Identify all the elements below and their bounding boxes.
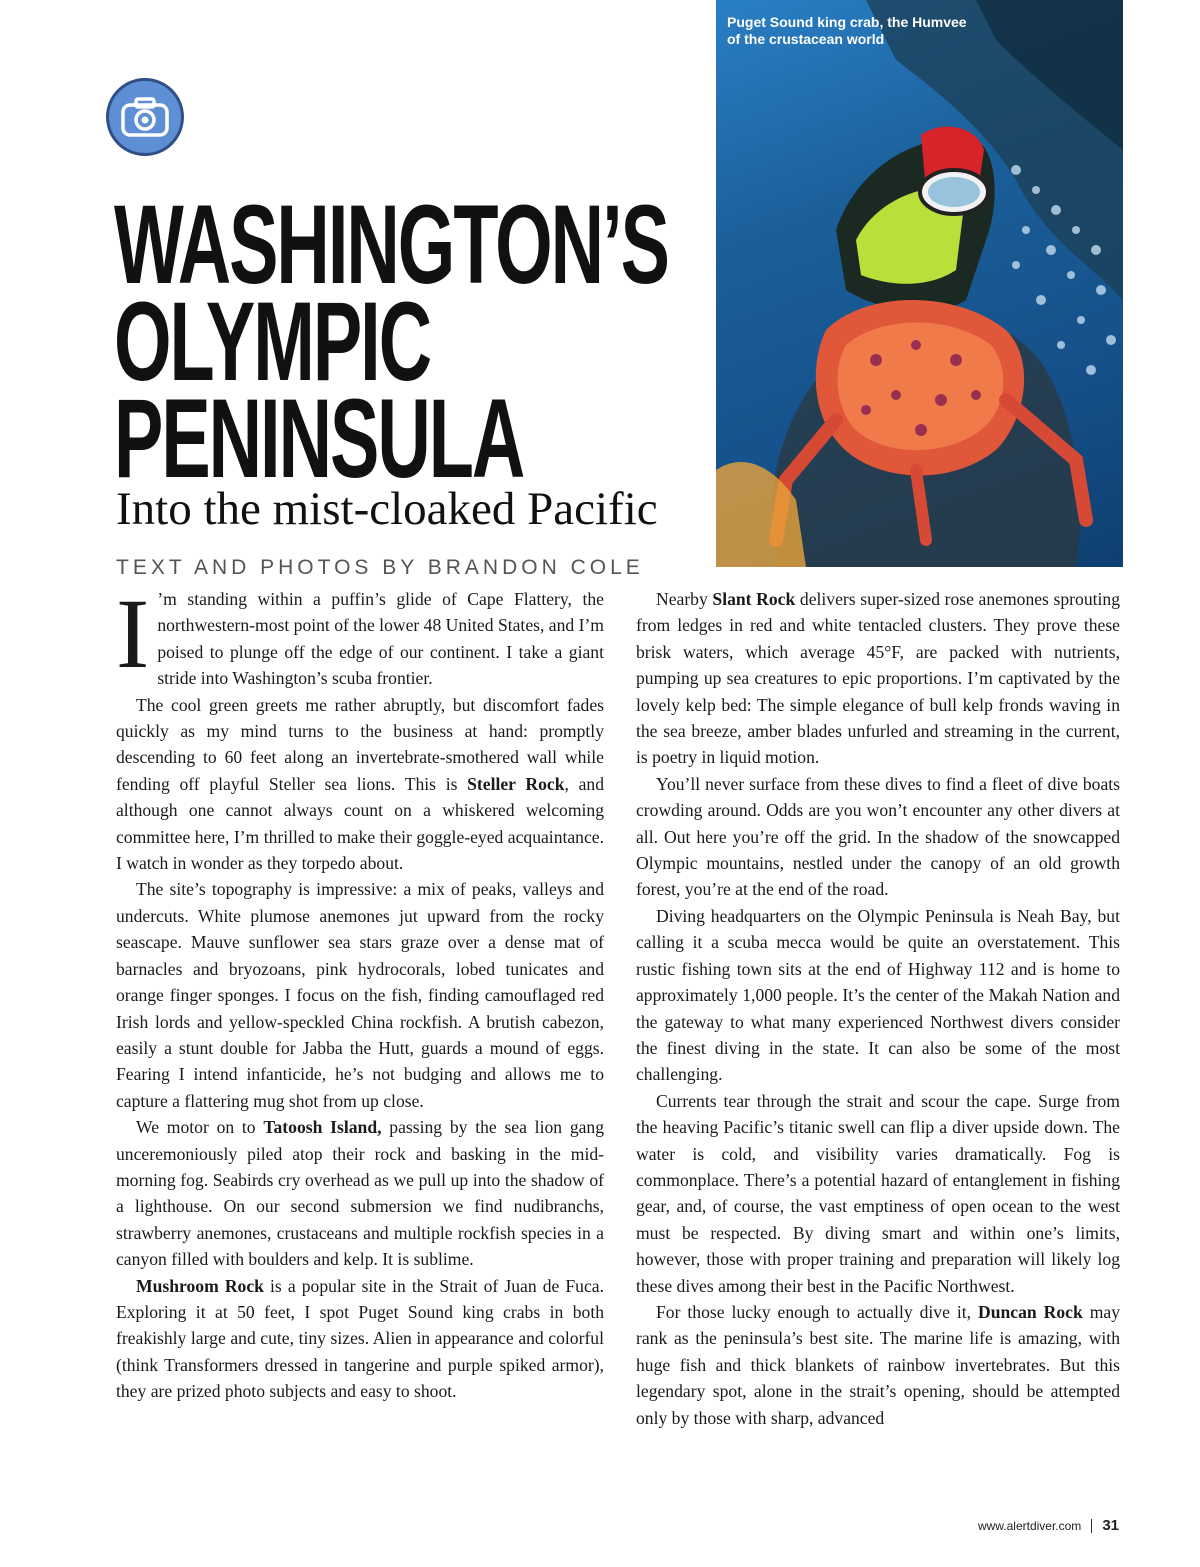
- byline: TEXT AND PHOTOS BY BRANDON COLE: [116, 556, 644, 579]
- site-name-mushroom-rock: Mushroom Rock: [136, 1275, 264, 1296]
- title-line-3: PENINSULA: [114, 376, 524, 501]
- paragraph: [116, 1273, 604, 1405]
- site-name-steller-rock: Steller Rock: [467, 773, 565, 794]
- article-subtitle: Into the mist-cloaked Pacific: [116, 483, 658, 535]
- footer-url[interactable]: www.alertdiver.com: [977, 1518, 1082, 1533]
- paragraph: You’ll never surface from these dives to find a fleet of dive boats crowding around. Odds are you won’t encounter any other divers at all. Out here you’re off the grid. In the shadow of the snowcapped Olympic mountains, nestled under the canopy of an old growth forest, you’re at the end of the road.: [636, 773, 1120, 900]
- body-column-left: [116, 578, 605, 1405]
- page-footer: [978, 1517, 1119, 1534]
- paragraph-text: For those lucky enough to actually dive it,: [656, 1301, 978, 1322]
- drop-cap: I: [116, 578, 150, 689]
- site-name-slant-rock: Slant Rock: [712, 589, 796, 609]
- photo-caption-line-2: of the crustacean world: [727, 31, 885, 47]
- paragraph-text: delivers super-sized rose anemones sprouting from ledges in red and white tentacled clusters. They prove these brisk waters, which average 45°F, are packed with nutrients, pumping up sea creatures to epic proportions. I’m captivated by the lovely kelp bed: The simple elegance of bull kelp fronds waving in the sea breeze, amber blades unfurled and streaming in the current, is poetry in liquid motion.: [636, 589, 1121, 768]
- page-number: 31: [1102, 1517, 1119, 1534]
- hero-photo: [716, 0, 1123, 567]
- diver-crab-illustration: [716, 0, 1123, 567]
- footer-divider: [1091, 1519, 1092, 1533]
- paragraph-text: The cool green greets me rather abruptly, but discomfort fades quickly as my mind turns to the business at hand: promptly descending to 60 feet along an invertebrate-smothered wall while fending off playful Steller sea lions. This is: [116, 694, 604, 794]
- paragraph-text: ’m standing within a puffin’s glide of Cape Flattery, the northwestern-most point of the lower 48 United States, and I’m poised to plunge off the edge of our continent. I take a giant stride into Washington’s scuba frontier.: [157, 589, 604, 689]
- paragraph-text: , and although one cannot always count on a whiskered welcoming committee here, I’m thrilled to make their goggle-eyed acquaintance. I watch in wonder as they torpedo about.: [116, 773, 604, 874]
- paragraph-text: is a popular site in the Strait of Juan de Fuca. Exploring it at 50 feet, I spot Puget Sound king crabs in both freakishly large and cute, tiny sizes. Alien in appearance and colorful (think Transformers dressed in tangerine and purple spiked armor), they are prized photo subjects and easy to shoot.: [116, 1275, 604, 1402]
- paragraph-text: We motor on to: [136, 1117, 264, 1138]
- article-title: [114, 182, 668, 501]
- title-line-1: WASHINGTON’S: [114, 182, 668, 307]
- site-name-tatoosh-island: Tatoosh Island,: [263, 1117, 382, 1138]
- paragraph: [636, 1299, 1120, 1431]
- photo-caption: [727, 14, 1027, 48]
- photo-caption-line-1: Puget Sound king crab, the Humvee: [727, 14, 967, 30]
- paragraph: Currents tear through the strait and scour the cape. Surge from the heaving Pacific’s titanic swell can flip a diver upside down. The water is cold, and visibility varies dramatically. Fog is commonplace. There’s a potential hazard of entanglement in fishing gear, and, of course, the vast emptiness of open ocean to the west must be respected. By diving smart and within one’s limits, however, those with proper training and preparation will likely log these dives among their best in the Pacific Northwest.: [636, 1090, 1120, 1296]
- paragraph-text: may rank as the peninsula’s best site. The marine life is amazing, with huge fish and thick blankets of rainbow invertebrates. But this legendary spot, alone in the strait’s opening, should be attempted only by those with sharp, advanced: [636, 1301, 1120, 1428]
- paragraph: [116, 578, 604, 692]
- paragraph-text: Nearby: [656, 589, 713, 609]
- paragraph: [116, 1114, 604, 1272]
- site-name-duncan-rock: Duncan Rock: [978, 1301, 1083, 1322]
- camera-icon: [106, 78, 184, 156]
- paragraph: The site’s topography is impressive: a mix of peaks, valleys and undercuts. White plumose anemones jut upward from the rocky seascape. Mauve sunflower sea stars graze over a dense mat of barnacles and bryozoans, pink hydrocorals, lobed tunicates and orange finger sponges. I focus on the fish, finding camouflaged red Irish lords and yellow-speckled China rockfish. A brutish cabezon, easily a stunt double for Jabba the Hutt, guards a mound of eggs. Fearing I intend infanticide, he’s not budging and allows me to capture a flattering mug shot from up close.: [116, 879, 604, 1111]
- body-column-right: [636, 586, 1120, 1431]
- paragraph: [636, 586, 1120, 771]
- title-line-2: OLYMPIC: [114, 279, 431, 404]
- paragraph: [116, 692, 604, 877]
- paragraph-text: passing by the sea lion gang unceremoniously piled atop their rock and basking in the mid-morning fog. Seabirds cry overhead as we pull up into the shadow of a lighthouse. On our second submersion we find nudibranchs, strawberry anemones, crustaceans and multiple rockfish species in a canyon filled with boulders and kelp. It is sublime.: [116, 1117, 605, 1270]
- paragraph: Diving headquarters on the Olympic Peninsula is Neah Bay, but calling it a scuba mecca would be quite an overstatement. This rustic fishing town sits at the end of Highway 112 and is home to approximately 1,000 people. It’s the center of the Makah Nation and the gateway to what many experienced Northwest divers consider the finest diving in the state. It can also be some of the most challenging.: [636, 905, 1120, 1085]
